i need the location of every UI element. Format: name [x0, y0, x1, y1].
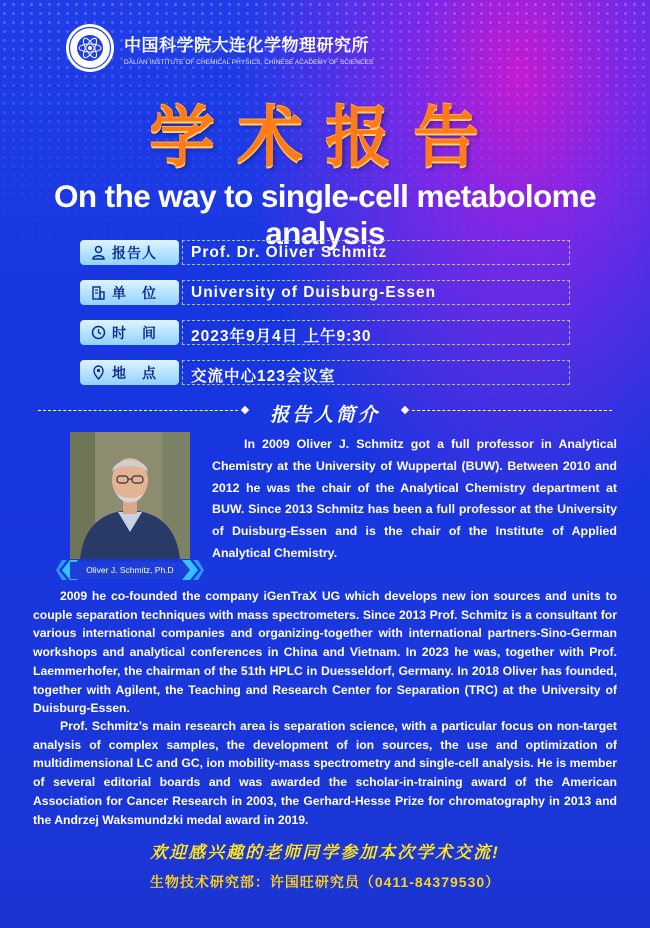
detail-label: 单 位 [112, 284, 157, 301]
photo-caption: Oliver J. Schmitz, Ph.D [70, 562, 190, 579]
detail-label: 时 间 [112, 324, 157, 341]
speaker-portrait-icon [70, 432, 190, 559]
institute-logo-icon [64, 22, 116, 74]
welcome-message: 欢迎感兴趣的老师同学参加本次学术交流! [150, 843, 500, 862]
bio-paragraph-2: 2009 he co-founded the company iGenTraX UG which develops new ion sources and units to couple separation techniques with mass spectrometers. Since 2013 Prof. Schmitz is a consultant for various international companies and organizing-together with international partners-Sino-German workshops and analytical conferences in China and Vietnam. In 2023 he was, together with Prof. Laemmerhofer, the chairman of the 51th HPLC in Duesseldorf, Germany. In 2018 Oliver has founded, together with Agilent, the Teaching and Research Center for Separation (TRC) at the University of Duisburg-Essen. [33, 589, 617, 716]
location-pin-icon [91, 365, 106, 380]
bio-section-title: 报告人简介 [269, 405, 380, 426]
institute-header [64, 22, 373, 74]
detail-value: 2023年9月4日 上午9:30 [191, 328, 372, 345]
bio-paragraph-3: Prof. Schmitz’s main research area is separation science, with a particular focus on non-target analysis of complex samples, the development of ion sources, the use and optimization of multidimensional LC and GC, ion mobility-mass spectrometry and single-cell analysis. He is member of several editorial boards and was awarded the scholar-in-training award of the American Association for Cancer Research in 2003, the Gerhard-Hesse Prize for chromatography in 2013 and the Andrzej Waksmundzki medal award in 2019. [33, 719, 617, 827]
detail-row-time [80, 320, 570, 345]
person-icon [91, 245, 106, 260]
clock-icon [91, 325, 106, 340]
contact-info: 生物技术研究部：许国旺研究员（0411-84379530） [149, 874, 501, 890]
detail-label: 地 点 [112, 364, 157, 381]
detail-row-speaker [80, 240, 570, 265]
detail-row-affiliation [80, 280, 570, 305]
speaker-photo [70, 432, 190, 559]
headline: 学术报告 [149, 100, 501, 174]
detail-value: University of Duisburg-Essen [191, 284, 437, 301]
institute-name-en: DALIAN INSTITUTE OF CHEMICAL PHYSICS, CHINESE ACADEMY OF SCIENCES [124, 58, 374, 66]
chevron-right-icon [182, 560, 204, 580]
detail-label: 报告人 [112, 244, 157, 261]
talk-title: On the way to single-cell metabolome analysis [53, 178, 597, 251]
building-icon [91, 285, 106, 300]
detail-value: 交流中心123会议室 [191, 368, 336, 385]
institute-name-cn: 中国科学院大连化学物理研究所 [124, 35, 369, 55]
detail-row-location [80, 360, 570, 385]
bio-paragraph-1: In 2009 Oliver J. Schmitz got a full professor in Analytical Chemistry at the University of Wuppertal (BUW). Between 2010 and 2012 he was the chair of the Analytical Chemistry department at BUW. Since 2013 Schmitz has been a full professor at the University of Duisburg-Essen and is the chair of the Institute of Applied Analytical Chemistry. [212, 437, 617, 560]
detail-value: Prof. Dr. Oliver Schmitz [191, 244, 388, 261]
